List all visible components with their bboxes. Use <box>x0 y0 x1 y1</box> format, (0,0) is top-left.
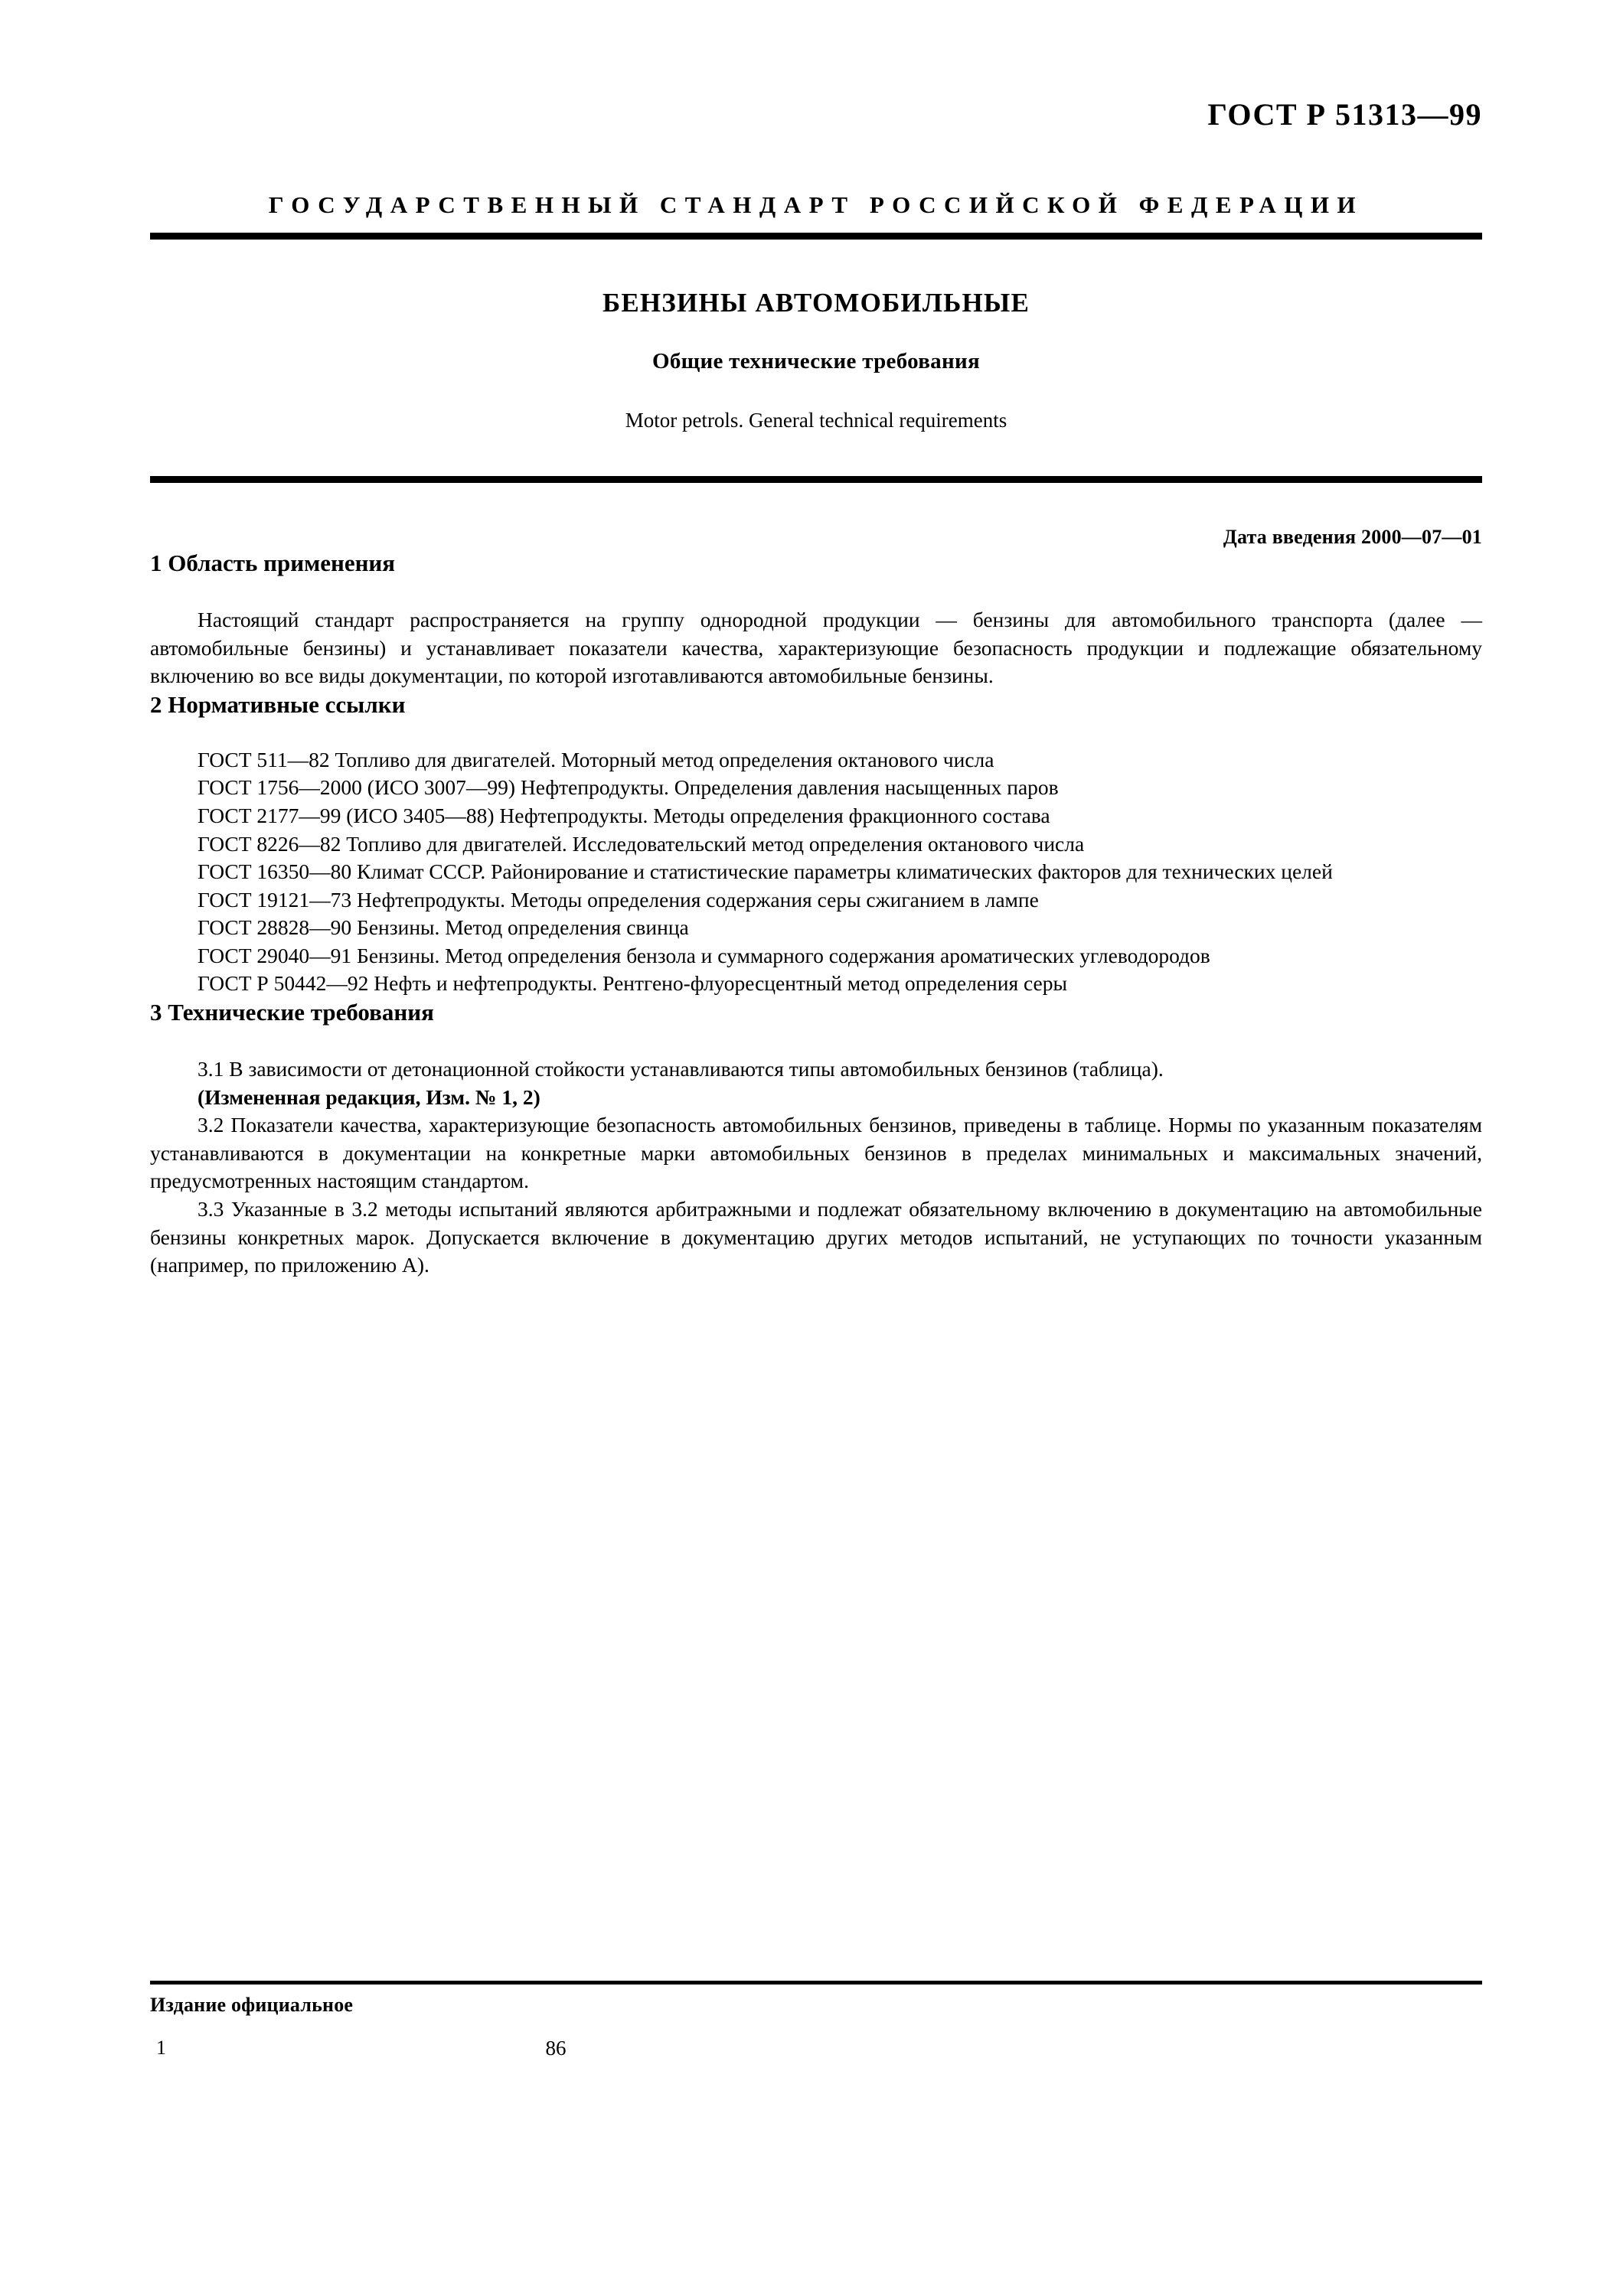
footer-page-numbers <box>150 2037 1482 2067</box>
reference-item: ГОСТ 28828—90 Бензины. Метод определения свинца <box>198 915 689 940</box>
section-heading-1: 1 Область применения <box>150 549 396 576</box>
header-rule-thin <box>150 237 1482 240</box>
title-main: БЕНЗИНЫ АВТОМОБИЛЬНЫЕ <box>603 287 1030 318</box>
reference-item: ГОСТ 1756—2000 (ИСО 3007—99) Нефтепродукты. Определения давления насыщенных паров <box>198 775 1059 800</box>
section-1-paragraph-1: Настоящий стандарт распространяется на группу однородной продукции — бензины для автомобильного транспорта (далее — автомобильные бензины) и устанавливает показатели качества, характеризующие безопасность продукции и подлежащие обязательному включению во все виды документации, по которой изготавливаются автомобильные бензины. <box>150 608 1482 688</box>
state-standard-banner: ГОСУДАРСТВЕННЫЙ СТАНДАРТ РОССИЙСКОЙ ФЕДЕРАЦИИ <box>268 191 1364 218</box>
reference-item: ГОСТ 511—82 Топливо для двигателей. Моторный метод определения октанового числа <box>198 747 994 771</box>
title-rule-thin <box>150 481 1482 483</box>
official-edition-label: Издание официальное <box>150 1994 354 2016</box>
section-heading-2: 2 Нормативные ссылки <box>150 690 406 718</box>
reference-item: ГОСТ 16350—80 Климат СССР. Районирование и статистические параметры климатических факторов для технических целей <box>198 859 1333 884</box>
page-number-center: 86 <box>545 2037 567 2060</box>
section-heading-3: 3 Технические требования <box>150 998 434 1026</box>
reference-item: ГОСТ Р 50442—92 Нефть и нефтепродукты. Рентгено-флуоресцентный метод определения серы <box>198 971 1067 996</box>
document-code: ГОСТ Р 51313—99 <box>1207 97 1482 132</box>
section-3-paragraph-3-2: 3.2 Показатели качества, характеризующие безопасность автомобильных бензинов, приведены в таблице. Нормы по указанным показателям устанавливаются в документации на конкретные марки автомобильных бензинов в пределах минимальных и максимальных значений, предусмотренных настоящим стандартом. <box>150 1113 1482 1193</box>
amendment-note: (Измененная редакция, Изм. № 1, 2) <box>198 1084 540 1109</box>
reference-item: ГОСТ 19121—73 Нефтепродукты. Методы определения содержания серы сжиганием в лампе <box>198 887 1039 912</box>
title-block <box>150 287 1482 433</box>
footer-rule <box>150 1981 1482 1985</box>
page-footer <box>150 1981 1482 2067</box>
title-subtitle: Общие технические требования <box>652 348 980 373</box>
normative-reference-list <box>150 746 1482 998</box>
title-english: Motor petrols. General technical requirements <box>625 409 1007 432</box>
reference-item: ГОСТ 29040—91 Бензины. Метод определения бензола и суммарного содержания ароматических углеводородов <box>198 943 1210 967</box>
section-3-paragraph-3-3: 3.3 Указанные в 3.2 методы испытаний являются арбитражными и подлежат обязательному включению в документацию на автомобильные бензины конкретных марок. Допускается включение в документацию других методов испытаний, не уступающих по точности указанным (например, по приложению А). <box>150 1196 1482 1277</box>
section-3-paragraph-3-1: 3.1 В зависимости от детонационной стойкости устанавливаются типы автомобильных бензинов (таблица). <box>198 1057 1164 1081</box>
reference-item: ГОСТ 2177—99 (ИСО 3405—88) Нефтепродукты. Методы определения фракционного состава <box>198 804 1050 828</box>
document-content <box>150 0 1482 1280</box>
reference-item: ГОСТ 8226—82 Топливо для двигателей. Исследовательский метод определения октанового числа <box>198 831 1085 856</box>
introduction-date: Дата введения 2000—07—01 <box>1223 525 1482 548</box>
page-number-left: 1 <box>156 2037 166 2059</box>
